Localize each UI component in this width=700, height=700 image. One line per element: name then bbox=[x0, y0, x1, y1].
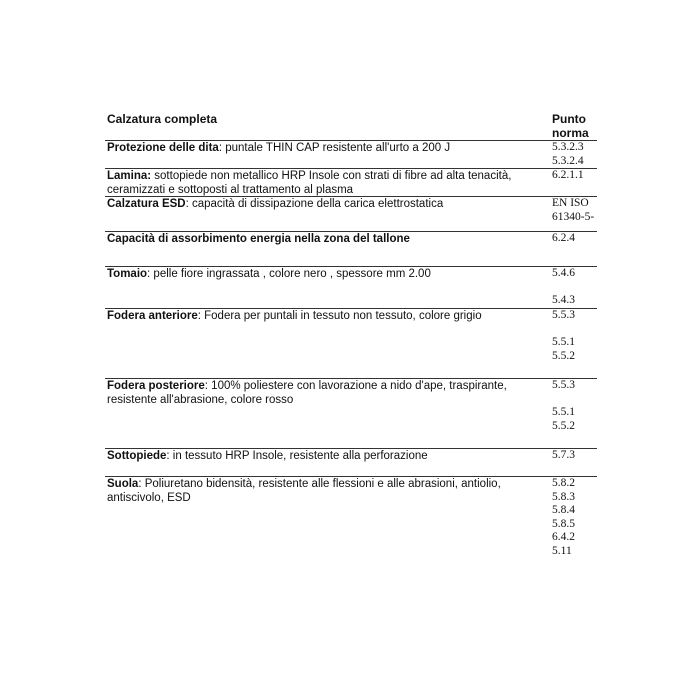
norm-code: 5.8.2 bbox=[552, 477, 575, 489]
header-norm-line1: Punto bbox=[552, 112, 586, 126]
norm-code: 5.4.3 bbox=[552, 294, 575, 307]
row-description bbox=[107, 267, 532, 281]
row-description bbox=[107, 141, 532, 155]
norm-code bbox=[552, 393, 598, 407]
row-norms bbox=[552, 267, 598, 308]
norm-code bbox=[552, 323, 598, 337]
norm-code: 6.2.1.1 bbox=[552, 169, 584, 181]
norm-code: 5.5.2 bbox=[552, 419, 575, 432]
row-norms bbox=[552, 477, 598, 559]
row-title: Protezione delle dita bbox=[107, 142, 219, 154]
row-title: Fodera posteriore bbox=[107, 380, 205, 392]
norm-code: 5.8.4 bbox=[552, 504, 575, 517]
row-norms bbox=[552, 309, 598, 363]
row-description bbox=[107, 477, 532, 505]
norm-code: 6.2.4 bbox=[552, 232, 575, 244]
norm-code: 5.11 bbox=[552, 544, 572, 557]
header-norm-line2: norma bbox=[552, 126, 589, 140]
row-description bbox=[107, 449, 532, 463]
row-description bbox=[107, 232, 532, 246]
row-text: : Poliuretano bidensità, resistente alle flessioni e alle abrasioni, antiolio, antiscivolo, ESD bbox=[107, 478, 501, 504]
row-norms bbox=[552, 232, 598, 246]
row-norms bbox=[552, 379, 598, 433]
row-text: : puntale THIN CAP resistente all'urto a 200 J bbox=[218, 142, 451, 154]
norm-code: 5.7.3 bbox=[552, 449, 575, 461]
row-text: : capacità di dissipazione della carica elettrostatica bbox=[185, 198, 444, 210]
norm-code: 5.5.2 bbox=[552, 349, 575, 362]
norm-code: 5.3.2.3 bbox=[552, 141, 584, 153]
norm-code bbox=[552, 281, 598, 295]
row-title: Fodera anteriore bbox=[107, 310, 198, 322]
row-title: Suola bbox=[107, 478, 139, 490]
row-text: : in tessuto HRP Insole, resistente alla perforazione bbox=[166, 450, 428, 462]
row-title: Lamina: bbox=[107, 170, 152, 182]
row-text: : Fodera per puntali in tessuto non tessuto, colore grigio bbox=[197, 310, 482, 322]
row-norms bbox=[552, 449, 598, 463]
norm-code: 5.3.2.4 bbox=[552, 154, 584, 167]
row-norms bbox=[552, 197, 598, 224]
row-text: : 100% poliestere con lavorazione a nido d'ape, traspirante, resistente all'abrasione, colore rosso bbox=[107, 380, 507, 406]
norm-code: 5.5.3 bbox=[552, 309, 575, 321]
table-header-description: Calzatura completa bbox=[107, 112, 218, 126]
norm-code: 5.5.3 bbox=[552, 379, 575, 391]
row-norms bbox=[552, 141, 598, 168]
norm-code: EN ISO bbox=[552, 197, 589, 209]
row-description bbox=[107, 197, 532, 211]
row-description bbox=[107, 169, 532, 197]
norm-code: 5.5.1 bbox=[552, 406, 575, 419]
norm-code: 6.4.2 bbox=[552, 531, 575, 544]
norm-code: 5.4.6 bbox=[552, 267, 575, 279]
norm-code: 61340-5- bbox=[552, 210, 595, 223]
table-header-norm bbox=[552, 112, 589, 140]
norm-code: 5.5.1 bbox=[552, 336, 575, 349]
row-text: : pelle fiore ingrassata , colore nero , spessore mm 2.00 bbox=[147, 268, 431, 280]
row-title: Capacità di assorbimento energia nella zona del tallone bbox=[107, 233, 410, 245]
norm-code: 5.8.3 bbox=[552, 490, 575, 503]
row-description bbox=[107, 309, 532, 323]
row-title: Sottopiede bbox=[107, 450, 167, 462]
row-text: sottopiede non metallico HRP Insole con strati di fibre ad alta tenacità, ceramizzati e sottoposti al trattamento al plasma bbox=[107, 170, 512, 196]
row-description bbox=[107, 379, 532, 407]
row-title: Calzatura ESD bbox=[107, 198, 186, 210]
row-norms bbox=[552, 169, 598, 183]
norm-code: 5.8.5 bbox=[552, 517, 575, 530]
row-title: Tomaio bbox=[107, 268, 148, 280]
